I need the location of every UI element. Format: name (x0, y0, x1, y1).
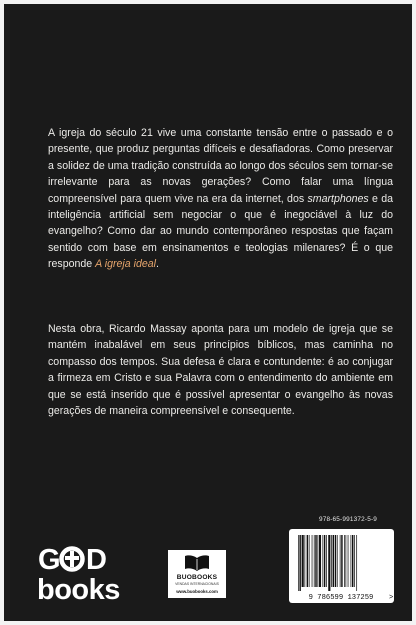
barcode-bar (312, 535, 313, 587)
svg-text:>: > (389, 594, 394, 602)
isbn-barcode (289, 529, 394, 603)
distributor-url: www.buobooks.com (176, 589, 218, 594)
book-title-highlight: A igreja ideal (95, 258, 156, 271)
barcode-bar (322, 535, 323, 587)
barcode-bar (299, 535, 300, 591)
barcode-bar (331, 535, 332, 587)
synopsis-italic-term: smartphones (307, 192, 369, 205)
open-book-icon (184, 554, 210, 572)
barcode-bar (341, 535, 342, 587)
distributor-name: BUOBOOKS (176, 574, 218, 581)
barcode-bar (340, 535, 341, 587)
barcode-bar (302, 535, 304, 587)
barcode-bar (315, 535, 316, 587)
barcode-digits: 9 786599 137259 (308, 594, 374, 602)
synopsis-paragraph-1 (48, 125, 393, 273)
barcode-bar (333, 535, 334, 587)
barcode-bar (335, 535, 336, 587)
cross-in-circle-icon (62, 549, 83, 570)
barcode-bar (309, 535, 310, 587)
barcode-bar (304, 535, 305, 587)
barcode-bar (352, 535, 353, 587)
barcode-bar (344, 535, 345, 587)
barcode-bar (317, 535, 318, 587)
synopsis-text: A igreja do século 21 vive uma constante tensão entre o passado e o presente, que produz perguntas difíceis e desafiadoras. Como preservar a solidez de uma tradição construída ao longo dos séculos sem tornar-se irrelevante para as novas gerações? Como falar uma língua compreensível para quem vive na era da internet, dos (48, 127, 393, 205)
barcode-bar (298, 535, 299, 591)
barcode-graphic (289, 529, 394, 603)
barcode-bar (351, 535, 352, 587)
barcode-bar (328, 535, 330, 591)
logo-line-1: G (38, 544, 62, 576)
synopsis-text: . (155, 258, 159, 271)
logo-line-2: books (38, 574, 120, 605)
barcode-bar (307, 535, 308, 587)
barcode-bar (324, 535, 325, 587)
synopsis-text: e da inteligência artificial sem negociar o que é inegociável à luz do evangelho? Como dar ao mundo contemporâneo respostas que façam sentido com base em ensinamentos e teologias milenares? É o que responde (48, 192, 393, 271)
barcode-bar (337, 535, 338, 587)
svg-text:D: D (86, 544, 107, 576)
barcode-bar (314, 535, 315, 587)
synopsis-paragraph-2: Nesta obra, Ricardo Massay aponta para um modelo de igreja que se mantém inabalável em seus princípios bíblicos, mas caminha no compasso dos tempos. Sua defesa é clara e contundente: é ao conjugar a firmeza em Cristo e sua Palavra com o entendimento do ambiente em que se está inserido que é possível apresentar o evangelho às novas gerações de maneira compreensível e consequente. (48, 323, 393, 418)
barcode-bar (348, 535, 349, 587)
distributor-tagline: VENDAS INTERNACIONAIS (175, 582, 219, 586)
barcode-bar (319, 535, 321, 587)
barcode-bar (354, 535, 355, 587)
isbn-number: 978-65-991372-5-9 (318, 516, 378, 523)
barcode-bar (326, 535, 327, 587)
barcode-bar (346, 535, 347, 587)
buobooks-logo (168, 550, 226, 598)
godbooks-logo (38, 541, 138, 605)
barcode-bar (356, 535, 357, 591)
